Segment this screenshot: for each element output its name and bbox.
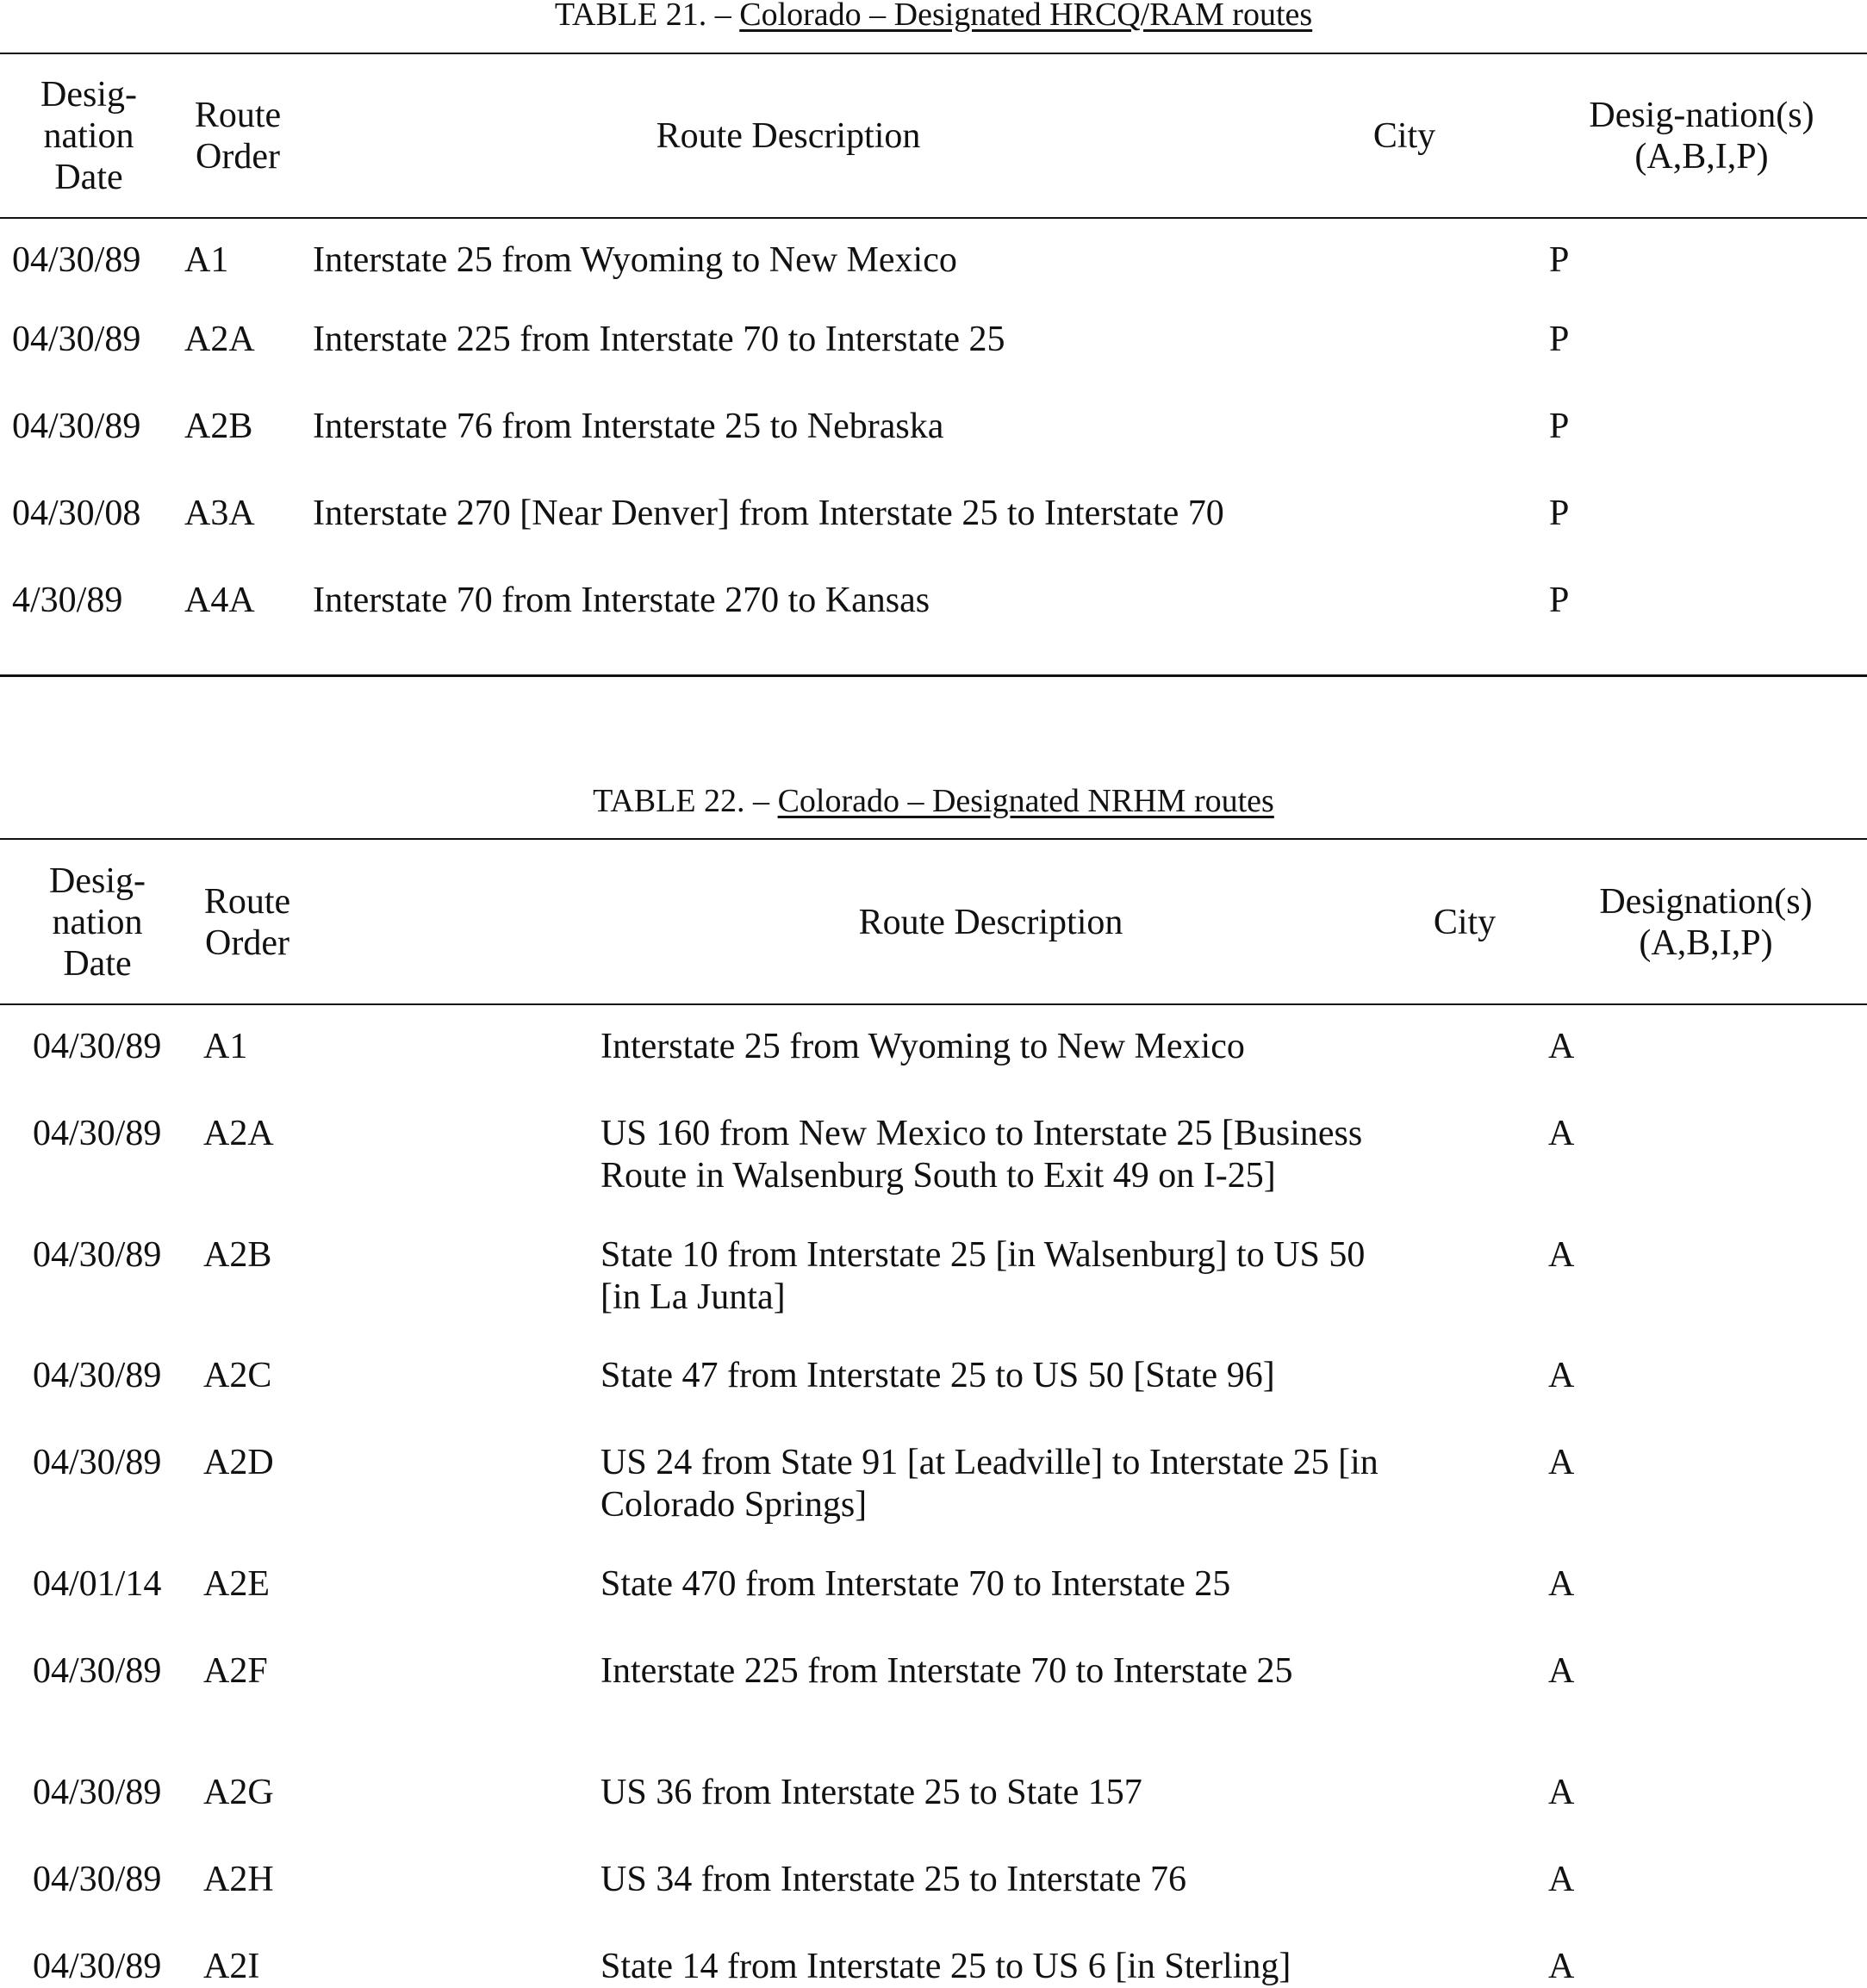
table22-caption [0, 784, 1867, 818]
table22-label: TABLE 22. – [593, 783, 778, 819]
table21-header-rule [0, 217, 1867, 219]
table22-header-rule [0, 1003, 1867, 1005]
table22-header-date: Desig- nation Date [49, 861, 146, 984]
table21-caption [0, 0, 1867, 32]
table22-title: Colorado – Designated NRHM routes [777, 783, 1274, 819]
table22-top-rule [0, 838, 1867, 840]
table21-header-date: Desig- nation Date [40, 75, 137, 197]
table21-header-designation: Desig-nation(s) (A,B,I,P) [1589, 96, 1814, 177]
table21-header-order: Route Order [194, 96, 282, 177]
table21-label: TABLE 21. – [554, 0, 740, 33]
table22-header-order: Route Order [203, 882, 291, 963]
table21-bottom-rule [0, 674, 1867, 677]
table22-header-description: Route Description [858, 903, 1123, 942]
table22-header-city: City [1433, 903, 1497, 942]
table21-header-description: Route Description [656, 116, 921, 156]
table22-header-designation: Designation(s) (A,B,I,P) [1599, 882, 1813, 963]
table21-title: Colorado – Designated HRCQ/RAM routes [739, 0, 1313, 33]
table21-header-city: City [1372, 116, 1436, 156]
table21-top-rule [0, 53, 1867, 54]
